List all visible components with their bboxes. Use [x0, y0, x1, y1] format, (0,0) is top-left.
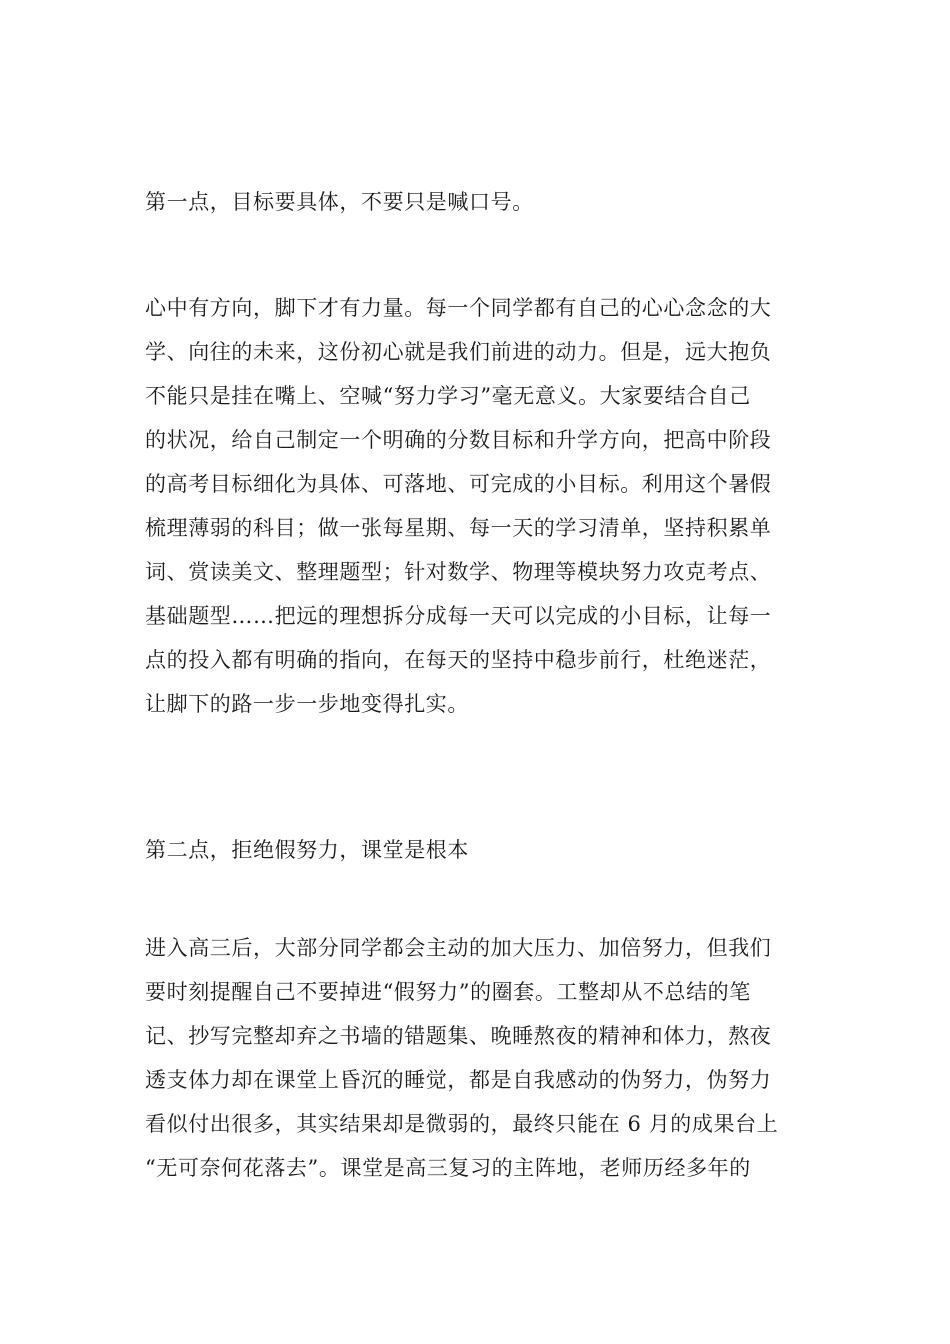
paragraph-line: 的状况，给自己制定一个明确的分数目标和升学方向，把高中阶段	[145, 428, 772, 452]
paragraph-line: 不能只是挂在嘴上、空喊“努力学习”毫无意义。大家要结合自己	[145, 384, 751, 408]
paragraph-1	[145, 286, 825, 726]
paragraph-line: 点的投入都有明确的指向，在每天的坚持中稳步前行，杜绝迷茫，	[145, 648, 772, 672]
paragraph-line: 进入高三后，大部分同学都会主动的加大压力、加倍努力，但我们	[145, 936, 772, 960]
paragraph-line: 要时刻提醒自己不要掉进“假努力”的圈套。工整却从不总结的笔	[145, 980, 751, 1004]
section-heading-1	[145, 180, 825, 224]
paragraph-line: 透支体力却在课堂上昏沉的睡觉，都是自我感动的伪努力，伪努力	[145, 1068, 772, 1092]
section-heading-2	[145, 828, 825, 872]
paragraph-line: 记、抄写完整却弃之书墙的错题集、晚睡熬夜的精神和体力，熬夜	[145, 1024, 772, 1048]
paragraph-line: 让脚下的路一步一步地变得扎实。	[145, 692, 469, 716]
paragraph-line: “无可奈何花落去”。课堂是高三复习的主阵地，老师历经多年的	[145, 1156, 751, 1180]
paragraph-line: 梳理薄弱的科目；做一张每星期、每一天的学习清单，坚持积累单	[145, 516, 772, 540]
paragraph-2	[145, 926, 825, 1190]
paragraph-line: 心中有方向，脚下才有力量。每一个同学都有自己的心心念念的大	[145, 296, 772, 320]
heading-text: 第二点，拒绝假努力，课堂是根本	[145, 838, 469, 862]
paragraph-line: 学、向往的未来，这份初心就是我们前进的动力。但是，远大抱负	[145, 340, 772, 364]
paragraph-line: 词、赏读美文、整理题型；针对数学、物理等模块努力攻克考点、	[145, 560, 772, 584]
paragraph-line: 基础题型……把远的理想拆分成每一天可以完成的小目标，让每一	[145, 604, 772, 628]
paragraph-line: 的高考目标细化为具体、可落地、可完成的小目标。利用这个暑假	[145, 472, 772, 496]
heading-text: 第一点，目标要具体，不要只是喊口号。	[145, 190, 534, 214]
paragraph-line: 看似付出很多，其实结果却是微弱的，最终只能在 6 月的成果台上	[145, 1112, 779, 1136]
